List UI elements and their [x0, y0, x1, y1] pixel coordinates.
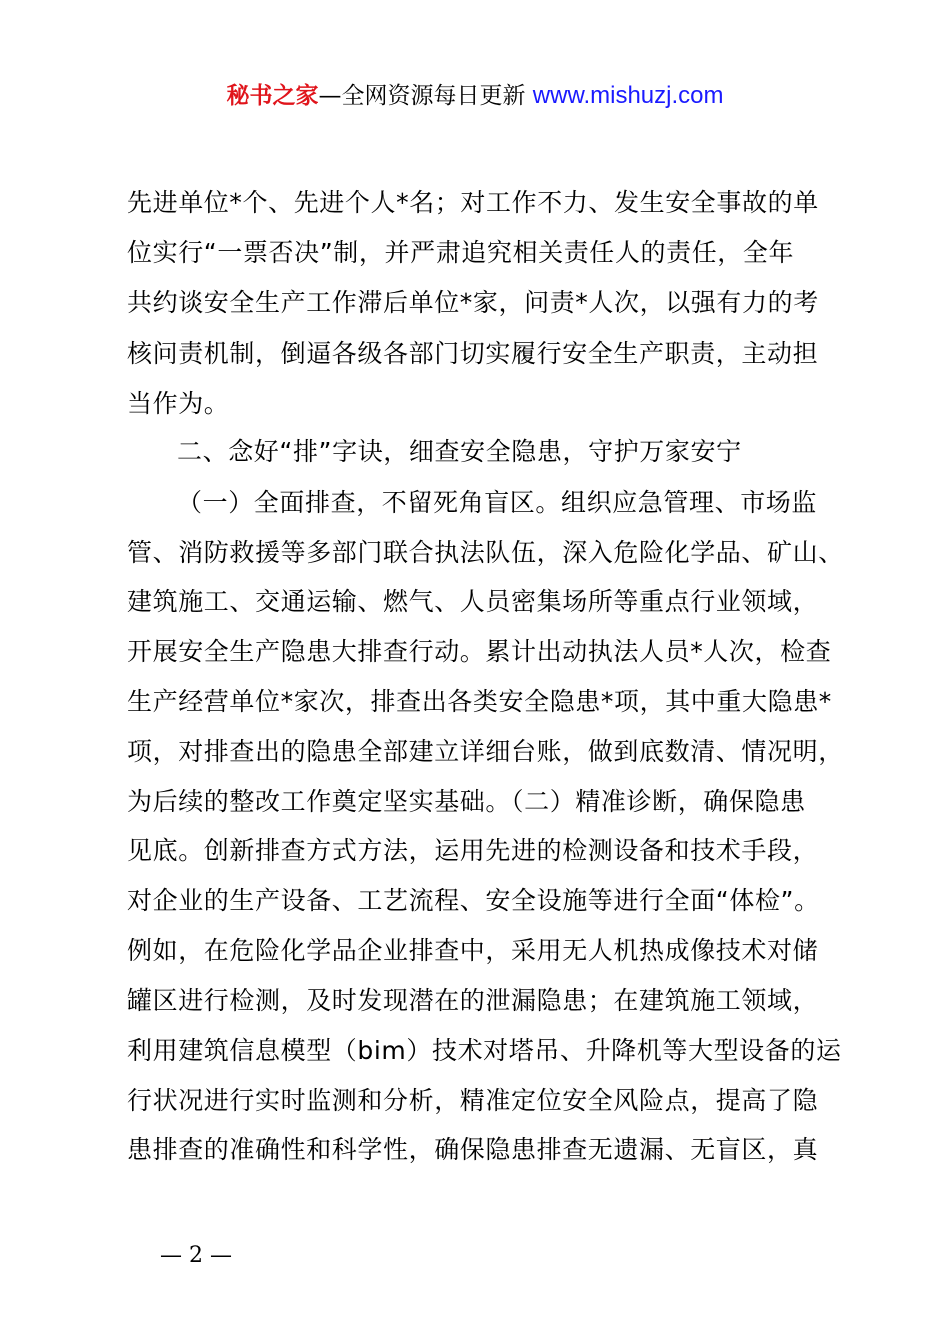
site-url-link[interactable]: www.mishuzj.com [532, 82, 724, 109]
body-line: 罐区进行检测，及时发现潜在的泄漏隐患；在建筑施工领域， [127, 986, 819, 1015]
body-line: 为后续的整改工作奠定坚实基础。（二）精准诊断，确保隐患 [127, 787, 806, 816]
body-line: 共约谈安全生产工作滞后单位*家，问责*人次，以强有力的考 [127, 288, 819, 317]
body-line: （一）全面排查，不留死角盲区。组织应急管理、市场监 [177, 488, 818, 517]
body-line: 对企业的生产设备、工艺流程、安全设施等进行全面“体检”。 [127, 886, 820, 915]
body-line: 管、消防救援等多部门联合执法队伍，深入危险化学品、矿山、 [127, 538, 844, 567]
body-line: 位实行“一票否决”制，并严肃追究相关责任人的责任，全年 [127, 238, 795, 267]
body-line: 生产经营单位*家次，排查出各类安全隐患*项，其中重大隐患* [127, 687, 832, 716]
page-number: — 2 — [160, 1243, 232, 1268]
body-line: 建筑施工、交通运输、燃气、人员密集场所等重点行业领域， [127, 587, 819, 616]
body-line: 利用建筑信息模型（bim）技术对塔吊、升降机等大型设备的运 [127, 1036, 842, 1065]
body-line: 例如，在危险化学品企业排查中，采用无人机热成像技术对储 [127, 936, 819, 965]
body-line: 开展安全生产隐患大排查行动。累计出动执法人员*人次，检查 [127, 637, 832, 666]
body-line: 行状况进行实时监测和分析，精准定位安全风险点，提高了隐 [127, 1086, 819, 1115]
site-slogan: —全网资源每日更新 [318, 83, 526, 109]
section-heading: 二、念好“排”字诀，细查安全隐患，守护万家安宁 [177, 437, 742, 466]
site-brand: 秘书之家 [226, 83, 319, 109]
body-line: 患排查的准确性和科学性，确保隐患排查无遗漏、无盲区，真 [127, 1135, 819, 1164]
body-line: 当作为。 [127, 389, 230, 418]
body-line: 核问责机制，倒逼各级各部门切实履行安全生产职责，主动担 [127, 339, 819, 368]
body-line: 先进单位*个、先进个人*名；对工作不力、发生安全事故的单 [127, 188, 819, 217]
body-line: 项，对排查出的隐患全部建立详细台账，做到底数清、情况明， [127, 737, 844, 766]
body-line: 见底。创新排查方式方法，运用先进的检测设备和技术手段， [127, 836, 819, 865]
site-header [0, 80, 950, 112]
